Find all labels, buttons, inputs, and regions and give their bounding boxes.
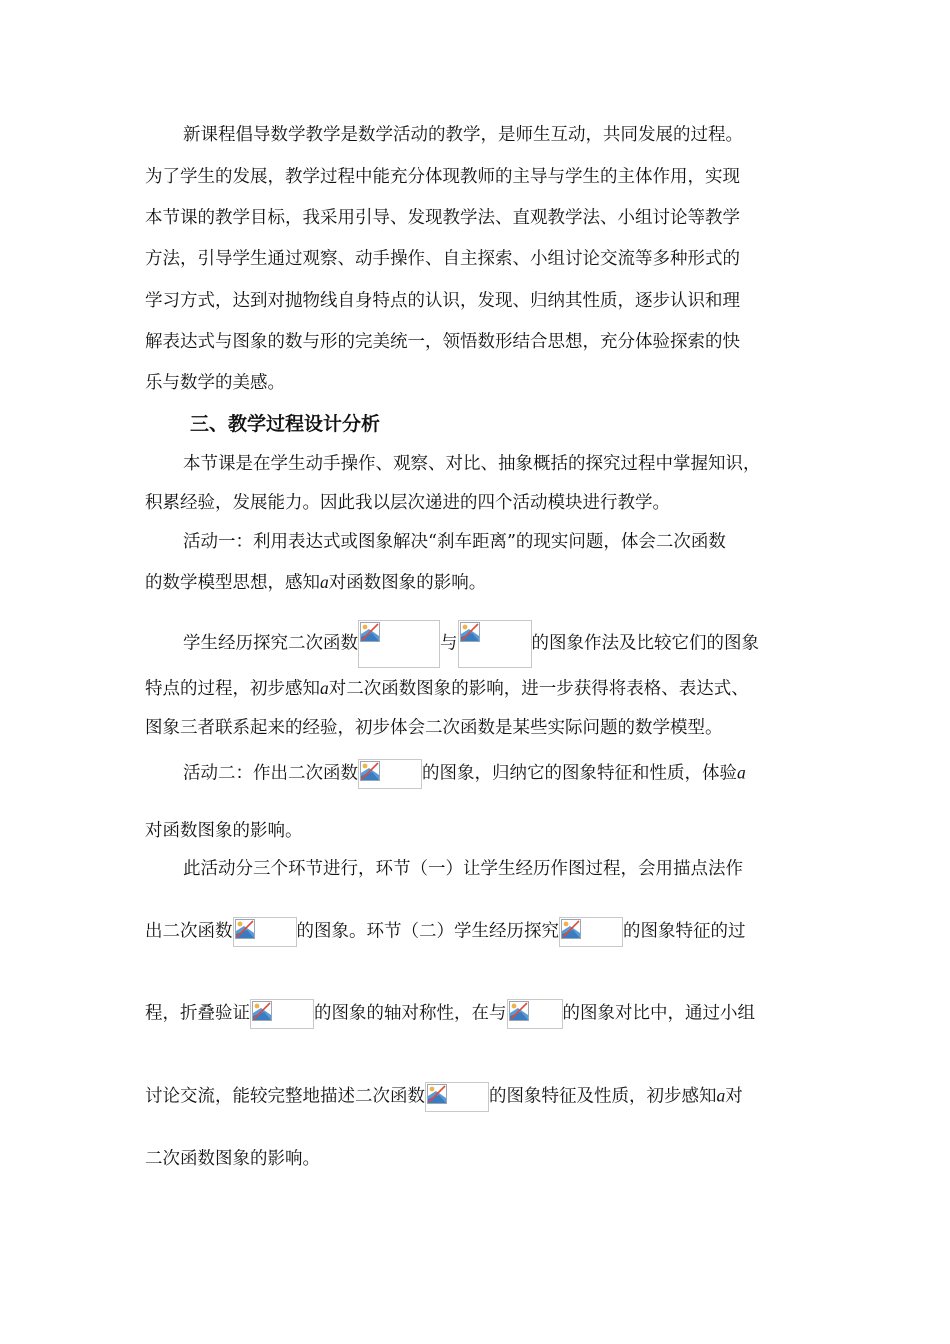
para4-text-b: 的图象。环节（二）学生经历探究 — [296, 921, 559, 942]
variable-a: a — [320, 572, 329, 592]
activity2-text-b: 的图象，归纳它的图象特征和性质，体验 — [422, 763, 737, 784]
activity2-line-2: 对函数图象的影响。 — [145, 821, 303, 841]
variable-a: a — [716, 1085, 726, 1106]
para3-line-1 — [183, 620, 759, 668]
formula-image — [358, 759, 422, 789]
activity2-line-1 — [183, 759, 746, 789]
para1-line-2: 为了学生的发展，教学过程中能充分体现教师的主导与学生的主体作用，实现 — [145, 167, 740, 187]
activity1-line-2 — [145, 570, 486, 595]
activity1-text-a: 的数学模型思想，感知 — [145, 573, 320, 593]
para1-line-4: 方法，引导学生通过观察、动手操作、自主探索、小组讨论交流等多种形式的 — [145, 249, 740, 269]
para1-line-7: 乐与数学的美感。 — [145, 373, 285, 393]
para2-line-2: 积累经验，发展能力。因此我以层次递进的四个活动模块进行教学。 — [145, 493, 670, 513]
formula-image — [458, 620, 532, 668]
para4-text-d: 程，折叠验证 — [145, 1003, 250, 1024]
broken-image-icon — [235, 919, 255, 939]
formula-image — [507, 999, 563, 1029]
activity1-text-b: 对函数图象的影响。 — [328, 573, 487, 593]
activity1-line-1: 活动一：利用表达式或图象解决“刹车距离”的现实问题，体会二次函数 — [183, 532, 726, 552]
para1-line-1: 新课程倡导数学教学是数学活动的教学，是师生互动，共同发展的过程。 — [183, 125, 743, 145]
para4-text-h: 的图象特征及性质，初步感知 — [489, 1086, 717, 1107]
para3-text-d: 特点的过程，初步感知 — [145, 679, 320, 699]
para4-text-c: 的图象特征的过 — [623, 921, 746, 942]
para4-line-3 — [145, 999, 755, 1029]
variable-a: a — [320, 678, 329, 698]
broken-image-icon — [360, 622, 380, 642]
para4-text-i: 对 — [725, 1086, 743, 1107]
broken-image-icon — [509, 1001, 529, 1021]
broken-image-icon — [360, 761, 380, 781]
para1-line-5: 学习方式，达到对抛物线自身特点的认识，发现、归纳其性质，逐步认识和理 — [145, 291, 740, 311]
para4-text-e: 的图象的轴对称性，在与 — [314, 1003, 507, 1024]
para4-line-2 — [145, 917, 746, 947]
para4-line-1: 此活动分三个环节进行，环节（一）让学生经历作图过程，会用描点法作 — [183, 859, 743, 879]
section-heading: 三、教学过程设计分析 — [190, 413, 381, 435]
activity2-text-a: 活动二：作出二次函数 — [183, 763, 358, 784]
para4-line-5: 二次函数图象的影响。 — [145, 1149, 320, 1169]
para4-text-g: 讨论交流，能较完整地描述二次函数 — [145, 1086, 425, 1107]
para1-line-6: 解表达式与图象的数与形的完美统一，领悟数形结合思想，充分体验探索的快 — [145, 332, 740, 352]
para3-text-a: 学生经历探究二次函数 — [183, 633, 358, 654]
broken-image-icon — [252, 1001, 272, 1021]
para4-line-4 — [145, 1082, 743, 1112]
broken-image-icon — [427, 1084, 447, 1104]
para3-text-c: 的图象作法及比较它们的图象 — [531, 633, 759, 654]
formula-image — [250, 999, 314, 1029]
formula-image — [559, 917, 623, 947]
para1-line-3: 本节课的教学目标，我采用引导、发现教学法、直观教学法、小组讨论等教学 — [145, 208, 740, 228]
para3-line-3: 图象三者联系起来的经验，初步体会二次函数是某些实际问题的数学模型。 — [145, 718, 723, 738]
formula-image — [358, 620, 440, 668]
para3-text-e: 对二次函数图象的影响，进一步获得将表格、表达式、 — [328, 679, 749, 699]
formula-image — [233, 917, 297, 947]
para3-line-2 — [145, 676, 749, 701]
broken-image-icon — [561, 919, 581, 939]
para4-text-f: 的图象对比中，通过小组 — [562, 1003, 755, 1024]
broken-image-icon — [460, 622, 480, 642]
para4-text-a: 出二次函数 — [145, 921, 233, 942]
para3-text-b: 与 — [440, 633, 458, 654]
para2-line-1: 本节课是在学生动手操作、观察、对比、抽象概括的探究过程中掌握知识， — [183, 454, 761, 474]
variable-a: a — [737, 762, 746, 783]
formula-image — [425, 1082, 489, 1112]
